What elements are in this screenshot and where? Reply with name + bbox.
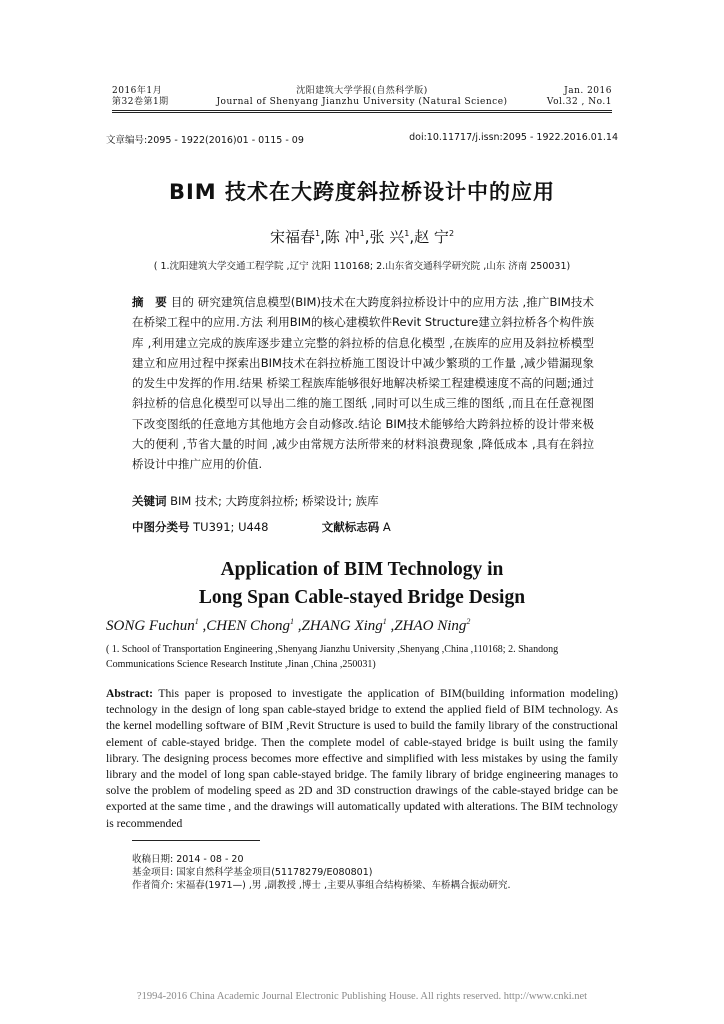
article-number: 文章编号:2095 - 1922(2016)01 - 0115 - 09	[106, 135, 304, 146]
abstract-en-label: Abstract:	[106, 687, 154, 700]
author-cn: 宋福春$^1$	[269, 228, 321, 246]
title-en-line1: Application of BIM Technology in	[220, 559, 504, 580]
author-en: SONG Fuchun$^1$	[106, 617, 199, 634]
author-bio: 作者简介: 宋福春(1971—) ,男 ,副教授 ,博士 ,主要从事组合结构桥梁、车桥耦合振动研究.	[132, 880, 511, 891]
journal-name	[200, 86, 524, 108]
doc-code-label: 文献标志码	[321, 520, 380, 534]
keywords-cn	[132, 493, 379, 509]
authors-en: SONG Fuchun$^1$ ,CHEN Chong$^1$ ,ZHANG Xing$^1$ ,ZHAO Ning$^2$	[106, 617, 471, 634]
author-en: ZHANG Xing$^1$	[301, 617, 387, 634]
title-en-line2: Long Span Cable-stayed Bridge Design	[198, 587, 526, 608]
doi: doi:10.11717/j.issn:2095 - 1922.2016.01.14	[409, 132, 618, 143]
funding: 基金项目: 国家自然科学基金项目(51178279/E080801)	[132, 867, 373, 878]
affiliation-cn: ( 1.沈阳建筑大学交通工程学院 ,辽宁 沈阳 110168; 2.山东省交通科学研究院 ,山东 济南 250031)	[153, 261, 571, 272]
received-date: 收稿日期: 2014 - 08 - 20	[132, 854, 244, 865]
author-en: ZHAO Ning$^2$	[394, 617, 471, 634]
author-cn: 赵 宁$^2$	[414, 228, 455, 246]
title-cn: BIM 技术在大跨度斜拉桥设计中的应用	[168, 180, 556, 204]
volume-en: Vol.32 , No.1	[546, 97, 612, 107]
classification-cn	[132, 519, 391, 535]
title-en	[112, 556, 612, 612]
abstract-cn-label: 摘 要	[132, 295, 167, 309]
author-cn: 张 兴$^1$	[369, 228, 410, 246]
abstract-en	[106, 686, 618, 832]
footnote-rule	[132, 840, 260, 841]
abstract-en-text: This paper is proposed to investigate the application of BIM(building information modeling) technology in the design of long span cable-stayed bridge to extend the applied field of BIM technology. As the kernel modelling software of BIM ,Revit Structure is used to build the family library of the constructional element of cable-stayed bridge. Then the complete model of cable-stayed bridge is built using the family library. The designing process becomes more effective and simplified with less mistakes by using the family library and the model of long span cable-stayed bridge. The family library of bridge engineering manages to solve the problem of modeling speed as 2D and 3D construction drawings of the cable-stayed bridge can be exported at the same time , and the drawings will automatically updated with alterations. The BIM technology is recommended	[106, 687, 618, 830]
affiliation-en: ( 1. School of Transportation Engineering ,Shenyang Jianzhu University ,Shenyang ,China ,110168; 2. Shandong Communications Science Research Institute ,Jinan ,China ,250031)	[106, 644, 559, 670]
keywords-cn-text: BIM 技术; 大跨度斜拉桥; 桥梁设计; 族库	[170, 494, 379, 508]
header-rule-top	[112, 110, 612, 111]
keywords-cn-label: 关键词	[132, 494, 167, 508]
journal-name-en: Journal of Shenyang Jianzhu University (Natural Science)	[216, 97, 508, 107]
authors-cn: 宋福春$^1$,陈 冲$^1$,张 兴$^1$,赵 宁$^2$	[269, 228, 455, 246]
clc-label: 中图分类号	[132, 520, 190, 534]
footnotes	[132, 853, 511, 892]
abstract-cn	[132, 292, 594, 475]
issue-date-cn: 2016年1月	[112, 86, 163, 96]
issue-date-en: Jan. 2016	[564, 86, 612, 96]
doc-code-value: A	[382, 520, 391, 534]
abstract-cn-text: 目的 研究建筑信息模型(BIM)技术在大跨度斜拉桥设计中的应用方法 ,推广BIM技术在桥梁工程中的应用.方法 利用BIM的核心建模软件Revit Structure建立斜拉桥各个构件族库 ,利用建立完成的族库逐步建立完整的斜拉桥的信息化模型 ,在族库的应用及斜拉桥模型建立和应用过程中探索出BIM技术在斜拉桥施工图设计中减少繁琐的工作量 ,减少错漏现象的发生中发挥的作用.结果 桥梁工程族库能够很好地解决桥梁工程建模速度不高的问题;通过斜拉桥的信息化模型可以导出二维的施工图纸 ,同时可以生成三维的图纸 ,而且在任意视图下改变图纸的任意地方其他地方会自动修改.结论 BIM技术能够给大跨斜拉桥的设计带来极大的便利 ,节省大量的时间 ,减少由常规方法所带来的材料浪费现象 ,降低成本 ,具有在斜拉桥设计中推广应用的价值.	[132, 295, 595, 472]
clc-value: TU391; U448	[193, 520, 269, 534]
author-en: CHEN Chong$^1$	[206, 617, 295, 634]
journal-name-cn: 沈阳建筑大学学报(自然科学版)	[296, 86, 428, 96]
header-rule-bottom	[112, 112, 612, 113]
author-cn: 陈 冲$^1$	[324, 228, 365, 246]
copyright-watermark: ?1994-2016 China Academic Journal Electronic Publishing House. All rights reserved. http://www.cnki.net	[136, 991, 588, 1002]
journal-issue-cn	[112, 86, 169, 108]
journal-issue-en	[520, 86, 612, 108]
volume-cn: 第32卷第1期	[112, 97, 169, 107]
